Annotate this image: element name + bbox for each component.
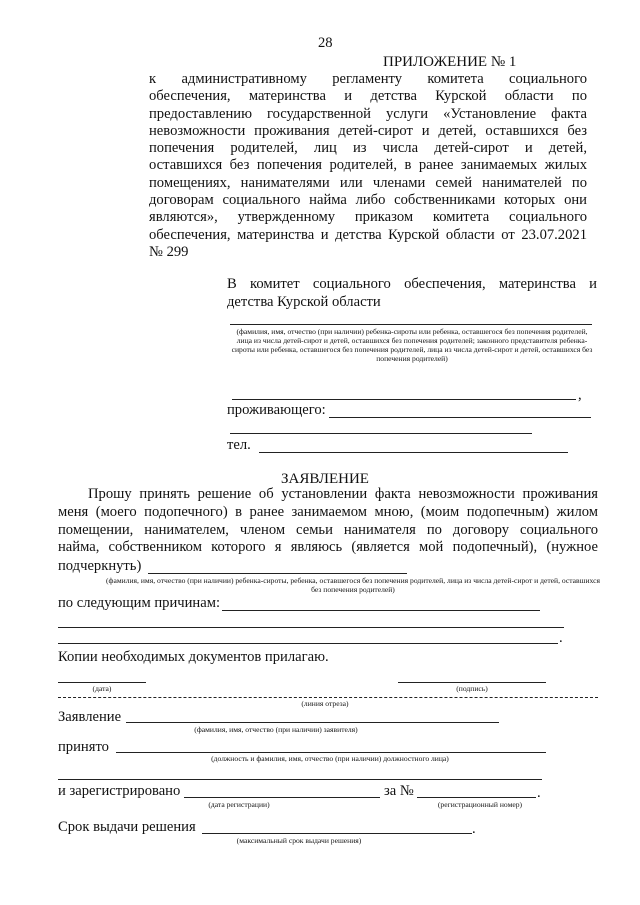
residing-field-2[interactable] (230, 433, 532, 434)
deadline-field[interactable] (202, 833, 472, 834)
page-number: 28 (318, 35, 333, 51)
appendix-reference (149, 71, 587, 244)
deadline-hint: (максимальный срок выдачи решения) (236, 836, 362, 845)
period-2: . (537, 785, 541, 801)
applicant-name-line[interactable] (230, 324, 592, 325)
copies-text: Копии необходимых документов прилагаю. (58, 649, 329, 665)
official-field[interactable] (116, 752, 546, 753)
registration-number-field[interactable] (417, 797, 536, 798)
reasons-field-1[interactable] (222, 610, 540, 611)
ward-name-field[interactable] (148, 573, 407, 574)
reasons-field-3[interactable] (58, 643, 558, 644)
cut-line-hint: (линия отреза) (301, 699, 349, 708)
reasons-label: по следующим причинам: (58, 595, 220, 611)
appendix-line-2: обеспечения, материнства и детства Курской области по (149, 88, 587, 105)
appendix-last-line: № 299 (149, 244, 189, 260)
appendix-line-7: помещениях, нанимателями или членами семей нанимателей по (149, 174, 587, 191)
number-label: за № (384, 783, 414, 799)
ward-name-hint: (фамилия, имя, отчество (при наличии) ребенка-сироты, ребенка, оставшегося без попечения родителей, лица из числа детей-сирот и детей, оставшихся без попечения родителей) (106, 576, 600, 594)
signature-hint: (подпись) (456, 684, 488, 693)
request-line-1: Прошу принять решение об установлении факта невозможности проживания (88, 486, 598, 502)
applicant-extra-line[interactable] (232, 399, 576, 400)
addressee-line-2: детства Курской области (227, 294, 381, 310)
applicant-field-hint: (фамилия, имя, отчество (при наличии) заявителя) (194, 725, 358, 734)
deadline-label: Срок выдачи решения (58, 819, 196, 835)
applicant-field[interactable] (126, 722, 499, 723)
period: . (559, 630, 563, 646)
registered-label: и зарегистрировано (58, 783, 181, 799)
request-line-2: меня (моего подопечного) в ранее занимаемом мною, (моим подопечным) жилом (58, 503, 598, 520)
appendix-line-3: предоставлению государственной услуги «Установление факта (149, 105, 587, 122)
cut-line (58, 697, 598, 698)
addressee-line-1: В комитет социального обеспечения, материнства и (227, 276, 597, 292)
period-3: . (472, 821, 476, 837)
appendix-line-5: попечения родителей, лиц из числа детей-сирот и детей, (149, 140, 587, 157)
underline-label: подчеркнуть) (58, 558, 142, 574)
appendix-line-6: оставшихся без попечения родителей, в ранее занимаемых жилых (149, 157, 587, 174)
signature-field[interactable] (398, 682, 546, 683)
appendix-title: ПРИЛОЖЕНИЕ № 1 (383, 54, 517, 70)
appendix-line-8: договорам социального найма либо собственниками которых они (149, 192, 587, 209)
official-field-2[interactable] (58, 779, 542, 780)
registration-date-field[interactable] (184, 797, 380, 798)
date-hint: (дата) (92, 684, 112, 693)
comma: , (578, 387, 582, 403)
date-field[interactable] (58, 682, 146, 683)
official-hint: (должность и фамилия, имя, отчество (при наличии) должностного лица) (211, 754, 449, 763)
appendix-line-1: к административному регламенту комитета социального (149, 71, 587, 87)
statement-label: Заявление (58, 709, 122, 725)
phone-field[interactable] (259, 452, 568, 453)
applicant-name-hint: (фамилия, имя, отчество (при наличии) ребенка-сироты или ребенка, оставшегося без попечения родителей, лица из числа детей-сирот и детей, оставшихся без попечения родителей; законного представителя ребенка-сироты или ребенка, оставшегося без попечения родителей, лица из числа детей-сирот и детей, оставшихся без попечения родителей) (231, 327, 593, 363)
registration-number-hint: (регистрационный номер) (437, 800, 523, 809)
request-line-3: помещении, нанимателем, членом семьи нанимателя по договору социального (58, 521, 598, 538)
request-line-4: найма, собственником которого я являюсь (является мой подопечный), (нужное (58, 539, 598, 556)
appendix-line-4: невозможности проживания детей-сирот и детей, оставшихся без (149, 122, 587, 139)
phone-label: тел. (227, 437, 251, 453)
request-text (58, 486, 598, 557)
reasons-field-2[interactable] (58, 627, 564, 628)
appendix-line-10: обеспечения, материнства и детства Курской области от 23.07.2021 (149, 226, 587, 243)
registration-date-hint: (дата регистрации) (208, 800, 270, 809)
statement-title: ЗАЯВЛЕНИЕ (281, 471, 369, 487)
appendix-line-9: являются», утвержденному приказом комитета социального (149, 209, 587, 226)
residing-label: проживающего: (227, 402, 326, 418)
residing-field[interactable] (329, 417, 591, 418)
accepted-label: принято (58, 739, 109, 755)
